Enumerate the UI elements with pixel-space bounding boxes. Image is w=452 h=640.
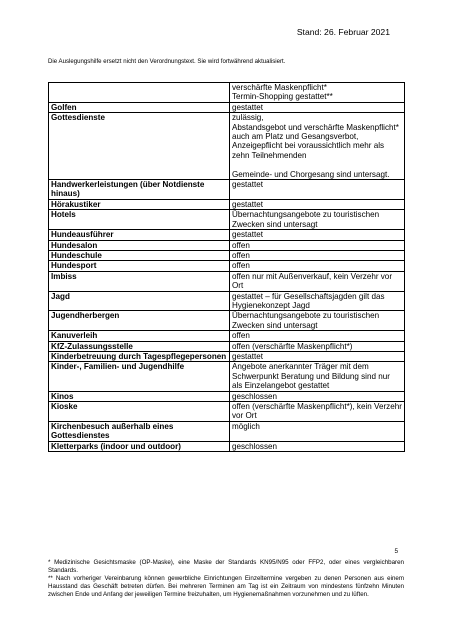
document-date: Stand: 26. Februar 2021: [296, 27, 390, 37]
table-row: [49, 113, 405, 180]
table-row: [49, 331, 405, 341]
table-row: [49, 250, 405, 260]
table-row: [49, 421, 405, 441]
category-cell: Hundesalon: [49, 240, 230, 250]
category-cell: Kinderbetreuung durch Tagespflegepersonen: [49, 351, 230, 361]
category-cell: Kioske: [49, 402, 230, 422]
rule-cell: gestattet: [230, 180, 405, 200]
rule-cell: gestattet: [230, 102, 405, 112]
rule-cell: Angebote anerkannter Träger mit dem Schwerpunkt Beratung und Bildung sind nur als Einzelangebot gestattet: [230, 362, 405, 391]
table-row: [49, 391, 405, 401]
table-row: [49, 180, 405, 200]
category-cell: Kanuverleih: [49, 331, 230, 341]
table-row: [49, 102, 405, 112]
rule-cell: offen: [230, 261, 405, 271]
page-number: 5: [394, 548, 398, 555]
rule-cell: offen: [230, 331, 405, 341]
rule-cell: geschlossen: [230, 391, 405, 401]
category-cell: Hundeschule: [49, 250, 230, 260]
table-row: [49, 341, 405, 351]
table-row: [49, 83, 405, 103]
rule-cell: gestattet: [230, 199, 405, 209]
rule-cell: möglich: [230, 421, 405, 441]
table-row: [49, 351, 405, 361]
category-cell: Kirchenbesuch außerhalb eines Gottesdienstes: [49, 421, 230, 441]
rule-cell: offen: [230, 240, 405, 250]
footnote-mask: * Medizinische Gesichtsmaske (OP-Maske), eine Maske der Standards KN95/N95 oder FFP2, oder eines vergleichbaren Standards.: [48, 559, 404, 574]
footnote-appointment: ** Nach vorheriger Vereinbarung können gewerbliche Einrichtungen Einzeltermine vergeben zu denen Personen aus einem Hausstand das Geschäft betreten dürfen. Bei mehreren Terminen am Tag ist ein Zeitraum von mindestens fünfzehn Minuten zwischen Ende und Anfang der jeweiligen Termine freizuhalten, um Hygienemaßnahmen vorzunehmen und zu lüften.: [48, 574, 404, 598]
category-cell: Gottesdienste: [49, 113, 230, 180]
table-row: [49, 311, 405, 331]
category-cell: Hotels: [49, 210, 230, 230]
category-cell: Handwerkerleistungen (über Notdienste hinaus): [49, 180, 230, 200]
table-row: [49, 210, 405, 230]
disclaimer-text: Die Auslegungshilfe ersetzt nicht den Verordnungstext. Sie wird fortwährend aktualisiert.: [48, 58, 286, 65]
category-cell: Hörakustiker: [49, 199, 230, 209]
category-cell: Hundesport: [49, 261, 230, 271]
category-cell: Kinder-, Familien- und Jugendhilfe: [49, 362, 230, 391]
rule-cell: Übernachtungsangebote zu touristischen Zwecken sind untersagt: [230, 210, 405, 230]
rule-cell: gestattet: [230, 230, 405, 240]
category-cell: KfZ-Zulassungsstelle: [49, 341, 230, 351]
rule-cell: offen: [230, 250, 405, 260]
rule-cell: gestattet – für Gesellschaftsjagden gilt das Hygienekonzept Jagd: [230, 291, 405, 311]
category-cell: Jugendherbergen: [49, 311, 230, 331]
rules-table-body: [49, 83, 405, 452]
rule-cell: Übernachtungsangebote zu touristischen Zwecken sind untersagt: [230, 311, 405, 331]
table-row: [49, 362, 405, 391]
category-cell: Kinos: [49, 391, 230, 401]
table-row: [49, 261, 405, 271]
category-cell: Jagd: [49, 291, 230, 311]
table-row: [49, 441, 405, 451]
table-row: [49, 402, 405, 422]
category-cell: Kletterparks (indoor und outdoor): [49, 441, 230, 451]
rule-cell: offen nur mit Außenverkauf, kein Verzehr vor Ort: [230, 271, 405, 291]
table-row: [49, 240, 405, 250]
category-cell: Hundeausführer: [49, 230, 230, 240]
rule-cell: zulässig, Abstandsgebot und verschärfte Maskenpflicht* auch am Platz und Gesangsverbot, Anzeigepflicht bei voraussichtlich mehr als zehn Teilnehmenden Gemeinde- und Chorgesang sind untersagt.: [230, 113, 405, 180]
table-row: [49, 230, 405, 240]
rule-cell: offen (verschärfte Maskenpflicht*): [230, 341, 405, 351]
rule-cell: geschlossen: [230, 441, 405, 451]
table-row: [49, 271, 405, 291]
rule-cell: offen (verschärfte Maskenpflicht*), kein Verzehr vor Ort: [230, 402, 405, 422]
table-row: [49, 199, 405, 209]
table-row: [49, 291, 405, 311]
rules-table: [48, 82, 405, 452]
rule-cell: verschärfte Maskenpflicht* Termin-Shopping gestattet**: [230, 83, 405, 103]
category-cell: Imbiss: [49, 271, 230, 291]
footnotes: [48, 559, 404, 599]
category-cell: [49, 83, 230, 103]
category-cell: Golfen: [49, 102, 230, 112]
rule-cell: gestattet: [230, 351, 405, 361]
